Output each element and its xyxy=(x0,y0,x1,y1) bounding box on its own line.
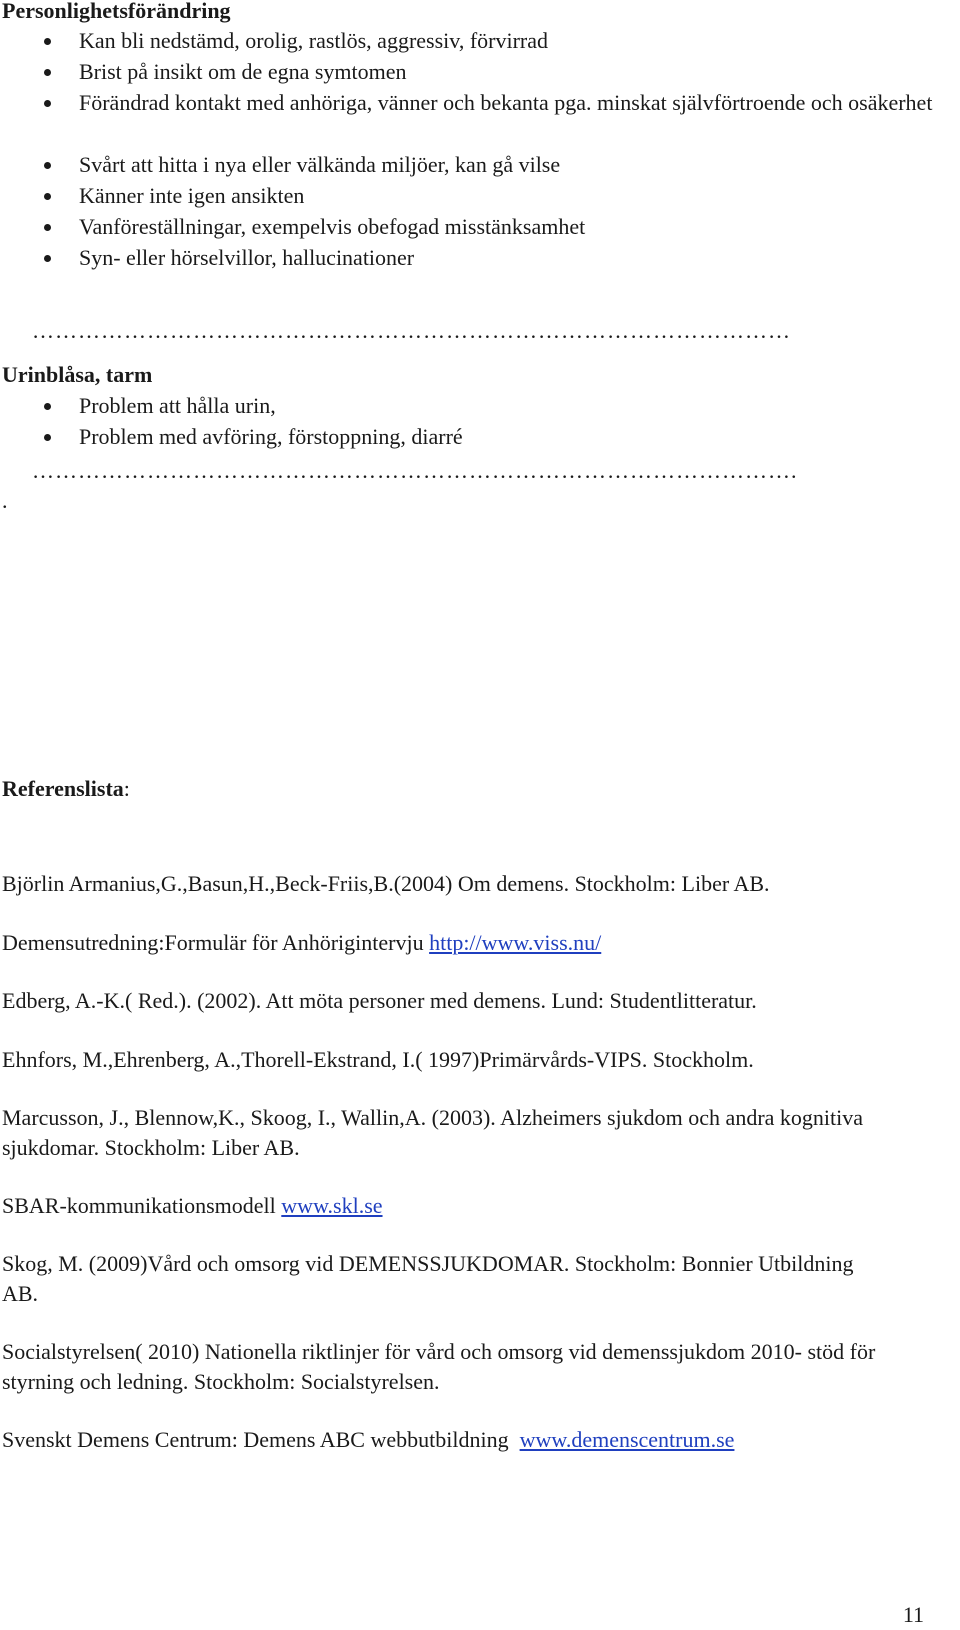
reference-item: Skog, M. (2009)Vård och omsorg vid DEMENSSJUKDOMAR. Stockholm: Bonnier Utbildning AB. xyxy=(2,1251,854,1306)
reference-item: Björlin Armanius,G.,Basun,H.,Beck-Friis,B.(2004) Om demens. Stockholm: Liber AB. xyxy=(2,871,770,896)
reference-item: Marcusson, J., Blennow,K., Skoog, I., Wallin,A. (2003). Alzheimers sjukdom och andra kognitiva sjukdomar. Stockholm: Liber AB. xyxy=(2,1105,864,1160)
dotted-separator: ………………………………………………………………………………………. xyxy=(32,458,798,483)
reference-item xyxy=(2,1425,932,1455)
list-item: Problem med avföring, förstoppning, diarré xyxy=(0,422,463,453)
reference-item: Edberg, A.-K.( Red.). (2002). Att möta personer med demens. Lund: Studentlitteratur. xyxy=(2,988,757,1013)
reference-heading-colon: : xyxy=(123,776,130,801)
list-item: Vanföreställningar, exempelvis obefogad misstänksamhet xyxy=(0,212,959,243)
dotted-separator-end: . xyxy=(2,488,8,513)
reference-text: SBAR-kommunikationsmodell xyxy=(2,1193,282,1218)
list-item: Förändrad kontakt med anhöriga, vänner och bekanta pga. minskat självförtroende och osäkerhet xyxy=(0,88,959,150)
list-item: Svårt att hitta i nya eller välkända miljöer, kan gå vilse xyxy=(0,150,959,181)
list-item: Känner inte igen ansikten xyxy=(0,181,959,212)
personality-symptom-list xyxy=(0,26,959,274)
reference-item xyxy=(2,928,932,958)
reference-text: Demensutredning:Formulär för Anhörigintervju xyxy=(2,930,430,955)
section-heading-personality: Personlighetsförändring xyxy=(2,0,231,23)
reference-item: Ehnfors, M.,Ehrenberg, A.,Thorell-Ekstrand, I.( 1997)Primärvårds-VIPS. Stockholm. xyxy=(2,1047,754,1072)
page-number: 11 xyxy=(902,1602,924,1627)
demenscentrum-link[interactable]: www.demenscentrum.se xyxy=(519,1427,735,1452)
reference-item xyxy=(2,1191,932,1221)
section-heading-bladder: Urinblåsa, tarm xyxy=(2,362,153,387)
list-item: Syn- eller hörselvillor, hallucinationer xyxy=(0,243,959,274)
viss-link[interactable]: http://www.viss.nu/ xyxy=(429,930,602,955)
reference-list-heading xyxy=(2,774,130,804)
list-item: Problem att hålla urin, xyxy=(0,391,463,422)
skl-link[interactable]: www.skl.se xyxy=(281,1193,383,1218)
reference-item: Socialstyrelsen( 2010) Nationella riktlinjer för vård och omsorg vid demenssjukdom 2010- stöd för styrning och ledning. Stockholm: Socialstyrelsen. xyxy=(2,1339,876,1394)
reference-text: Svenskt Demens Centrum: Demens ABC webbutbildning xyxy=(2,1427,520,1452)
list-item: Brist på insikt om de egna symtomen xyxy=(0,57,959,88)
list-item: Kan bli nedstämd, orolig, rastlös, aggressiv, förvirrad xyxy=(0,26,959,57)
reference-heading-text: Referenslista xyxy=(2,776,124,801)
dotted-separator: ……………………………………………………………………………………… xyxy=(32,318,791,343)
bladder-symptom-list xyxy=(0,391,463,453)
